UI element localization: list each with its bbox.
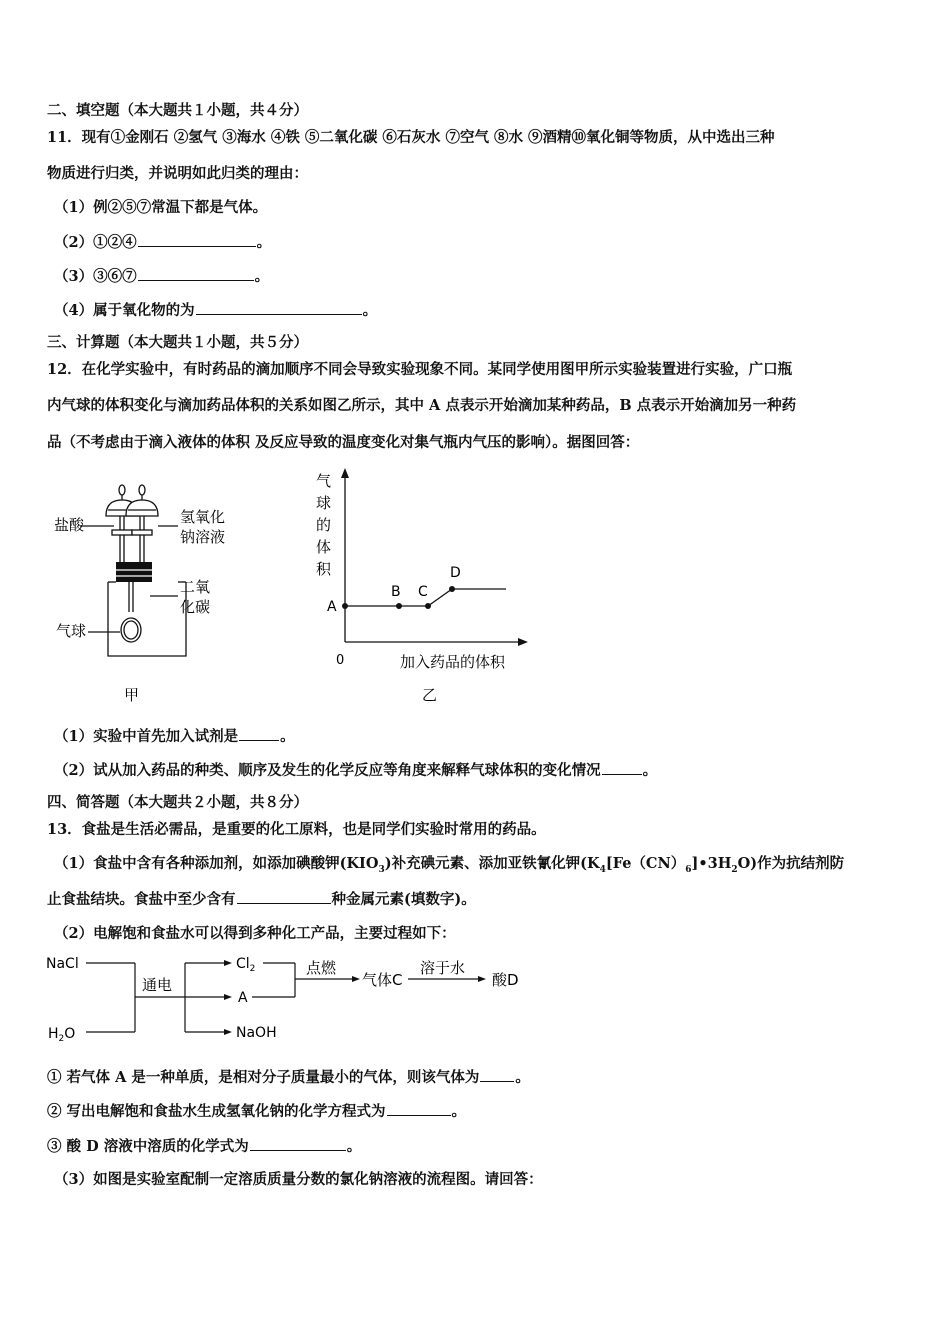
flow-dissolve: 溶于水 xyxy=(420,959,466,977)
point-c xyxy=(425,603,431,609)
answer-blank[interactable] xyxy=(138,232,256,247)
q13-part1-line2: 止食盐结块。食盐中至少含有 种金属元素(填数字)。 xyxy=(47,891,476,908)
q12-stem-line3: 品（不考虑由于滴入液体的体积 及反应导致的温度变化对集气瓶内气压的影响）。据图回答： xyxy=(47,434,640,451)
y-label-char: 体 xyxy=(316,538,332,556)
answer-blank[interactable] xyxy=(196,300,362,315)
section-heading-4: 四、简答题（本大题共２小题，共８分） xyxy=(47,794,308,811)
q11-part2: （2）①②④ 。 xyxy=(54,234,272,251)
point-d xyxy=(449,586,455,592)
label-co2-line1: 二氧 xyxy=(180,578,211,596)
q11-stem-line2: 物质进行归类，并说明如此归类的理由： xyxy=(47,165,308,182)
point-b-label: B xyxy=(391,584,401,600)
flow-h2o: $H_2O$ xyxy=(48,1026,76,1044)
x-axis-label: 加入药品的体积 xyxy=(400,653,506,671)
flow-electrolysis: 通电 xyxy=(142,976,173,994)
point-d-label: D xyxy=(450,565,461,581)
flow-ignite: 点燃 xyxy=(306,959,337,977)
y-label-char: 气 xyxy=(316,472,332,490)
label-hcl: 盐酸 xyxy=(54,516,85,534)
origin-label: 0 xyxy=(336,653,345,668)
label-naoh-line2: 钠溶液 xyxy=(180,528,226,546)
q12-part1: （1）实验中首先加入试剂是 。 xyxy=(54,728,295,745)
q11-part4: （4）属于氧化物的为 。 xyxy=(54,302,378,319)
label-naoh-line1: 氢氧化 xyxy=(180,508,226,526)
figure-graph xyxy=(300,462,540,712)
y-label-char: 的 xyxy=(316,516,332,534)
q13-part3: （3）如图是实验室配制一定溶质质量分数的氯化钠溶液的流程图。请回答： xyxy=(54,1171,543,1188)
figure-apparatus xyxy=(40,470,300,710)
answer-blank[interactable] xyxy=(250,1136,346,1151)
section-heading-3: 三、计算题（本大题共１小题，共５分） xyxy=(47,334,308,351)
q13-part1-line1: （1）食盐中含有各种添加剂，如添加碘酸钾$(KIO_3)$补充碘元素、添加亚铁氰化钾$(K_4[Fe(CN)_6]•3H_2O)$作为抗结剂防 xyxy=(54,855,845,875)
answer-blank[interactable] xyxy=(387,1101,451,1116)
flow-diagram xyxy=(40,948,560,1048)
label-co2-line2: 化碳 xyxy=(180,598,211,616)
y-label-char: 球 xyxy=(316,494,332,512)
point-c-label: C xyxy=(418,584,428,600)
answer-blank[interactable] xyxy=(138,266,254,281)
flow-cl2: $Cl_2$ xyxy=(236,956,256,974)
answer-blank[interactable] xyxy=(602,760,642,775)
figure-caption-yi: 乙 xyxy=(422,686,438,704)
point-a xyxy=(342,603,348,609)
flow-gas-c: 气体C xyxy=(362,971,403,989)
q11-part1: （1）例②⑤⑦常温下都是气体。 xyxy=(54,199,268,216)
q12-part2: （2）试从加入药品的种类、顺序及发生的化学反应等角度来解释气球体积的变化情况 。 xyxy=(54,762,658,779)
answer-blank[interactable] xyxy=(480,1067,514,1082)
x-axis-arrow xyxy=(518,638,528,646)
flow-naoh: NaOH xyxy=(236,1025,277,1041)
q11-stem-line1: 11．现有①金刚石 ②氢气 ③海水 ④铁 ⑤二氧化碳 ⑥石灰水 ⑦空气 ⑧水 ⑨酒精⑩氧化铜等物质，从中选出三种 xyxy=(47,129,775,146)
answer-blank[interactable] xyxy=(237,889,331,904)
y-axis-arrow xyxy=(341,468,349,478)
q13-sub3: ③ 酸 D 溶液中溶质的化学式为 。 xyxy=(47,1138,362,1155)
label-balloon: 气球 xyxy=(56,622,87,640)
q12-stem-line1: 12．在化学实验中，有时药品的滴加顺序不同会导致实验现象不同。某同学使用图甲所示实验装置进行实验，广口瓶 xyxy=(47,361,793,378)
flow-nacl: NaCl xyxy=(46,956,79,972)
answer-blank[interactable] xyxy=(239,726,279,741)
y-label-char: 积 xyxy=(316,560,332,578)
section-heading-2: 二、填空题（本大题共１小题，共４分） xyxy=(47,102,308,119)
q12-stem-line2: 内气球的体积变化与滴加药品体积的关系如图乙所示，其中 A 点表示开始滴加某种药品，B 点表示开始滴加另一种药 xyxy=(47,397,797,414)
q11-part3: （3）③⑥⑦ 。 xyxy=(54,268,270,285)
q13-part2: （2）电解饱和食盐水可以得到多种化工产品，主要过程如下： xyxy=(54,925,456,942)
point-a-label: A xyxy=(327,599,337,615)
stopper xyxy=(116,562,152,582)
flow-acid-d: 酸D xyxy=(492,971,519,989)
flow-gas-a: A xyxy=(238,990,248,1006)
point-b xyxy=(396,603,402,609)
q13-sub1: ① 若气体 A 是一种单质，是相对分子质量最小的气体，则该气体为 。 xyxy=(47,1069,530,1086)
q13-stem: 13．食盐是生活必需品，是重要的化工原料，也是同学们实验时常用的药品。 xyxy=(47,821,546,838)
q13-sub2: ② 写出电解饱和食盐水生成氢氧化钠的化学方程式为 。 xyxy=(47,1103,467,1120)
figure-caption-jia: 甲 xyxy=(124,686,140,704)
